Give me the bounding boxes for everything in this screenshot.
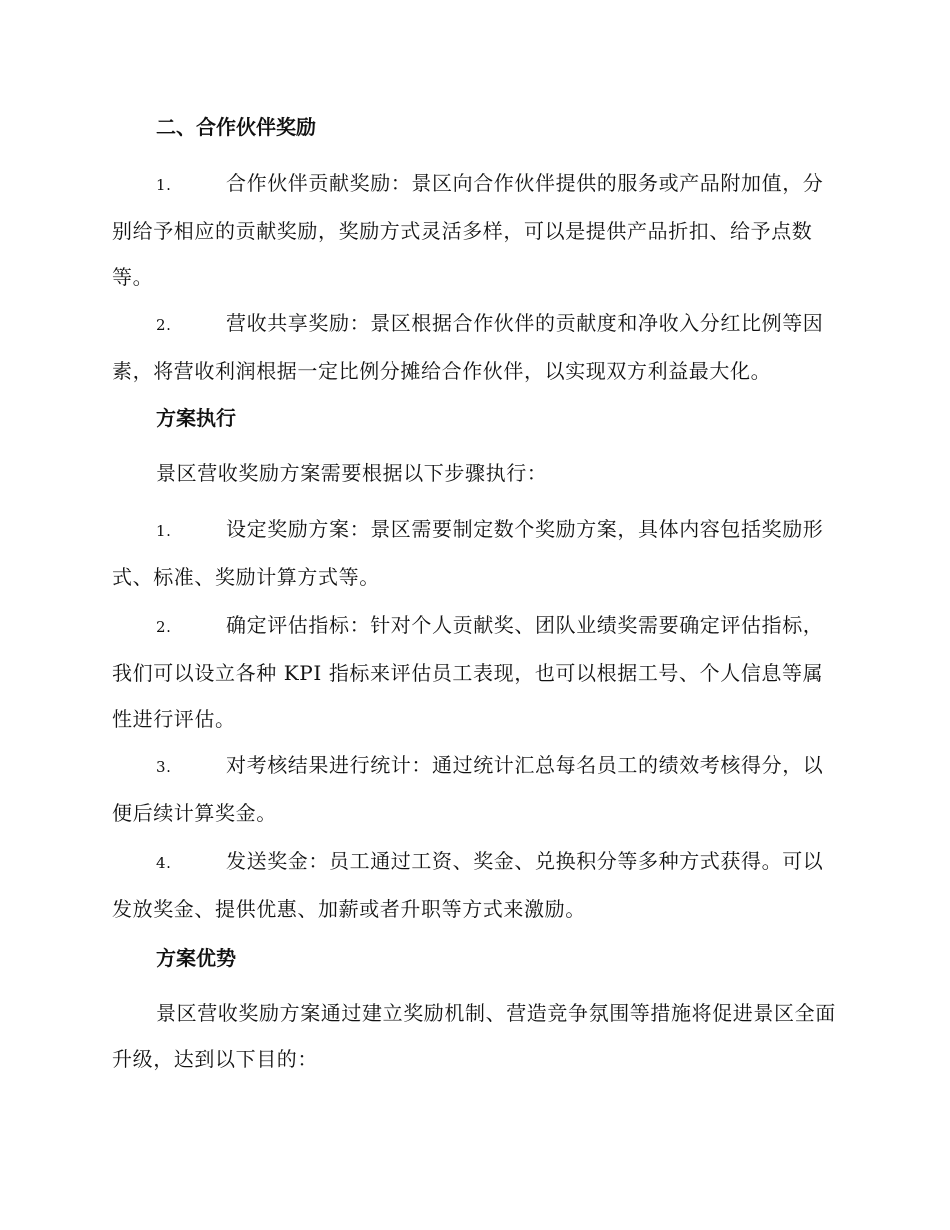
list-item-text: 营收共享奖励：景区根据合作伙伴的贡献度和净收入分红比例等因素，将营收利润根据一定比例分摊给合作伙伴，以实现双方利益最大化。 — [112, 311, 824, 383]
section-intro: 景区营收奖励方案通过建立奖励机制、营造竞争氛围等措施将促进景区全面升级，达到以下目的： — [112, 1001, 836, 1071]
list-item-text: 合作伙伴贡献奖励：景区向合作伙伴提供的服务或产品附加值，分别给予相应的贡献奖励，奖励方式灵活多样，可以是提供产品折扣、给予点数等。 — [112, 171, 824, 289]
paragraph — [112, 450, 838, 496]
list-item-text: 设定奖励方案：景区需要制定数个奖励方案，具体内容包括奖励形式、标准、奖励计算方式等。 — [112, 517, 824, 589]
list-item — [112, 602, 838, 742]
section-heading-partner-rewards: 二、合作伙伴奖励 — [156, 115, 316, 139]
list-number: 3. — [156, 758, 172, 776]
list-number: 4. — [156, 854, 172, 872]
section-heading-execution: 方案执行 — [156, 406, 236, 430]
list-item-text: 确定评估指标：针对个人贡献奖、团队业绩奖需要确定评估指标，我们可以设立各种 KPI 指标来评估员工表现，也可以根据工号、个人信息等属性进行评估。 — [112, 613, 824, 731]
list-item — [112, 300, 838, 394]
list-number: 1. — [156, 522, 172, 540]
list-number: 1. — [156, 176, 172, 194]
section-intro: 景区营收奖励方案需要根据以下步骤执行： — [156, 461, 548, 485]
list-item — [112, 160, 838, 300]
list-item-text: 对考核结果进行统计：通过统计汇总每名员工的绩效考核得分，以便后续计算奖金。 — [112, 753, 824, 825]
list-item — [112, 838, 838, 932]
list-item — [112, 506, 838, 600]
section-heading-advantages: 方案优势 — [156, 946, 236, 970]
list-number: 2. — [156, 618, 172, 636]
list-item — [112, 742, 838, 836]
list-item-text: 发送奖金：员工通过工资、奖金、兑换积分等多种方式获得。可以发放奖金、提供优惠、加薪或者升职等方式来激励。 — [112, 849, 824, 921]
list-number: 2. — [156, 316, 172, 334]
paragraph — [112, 990, 838, 1082]
